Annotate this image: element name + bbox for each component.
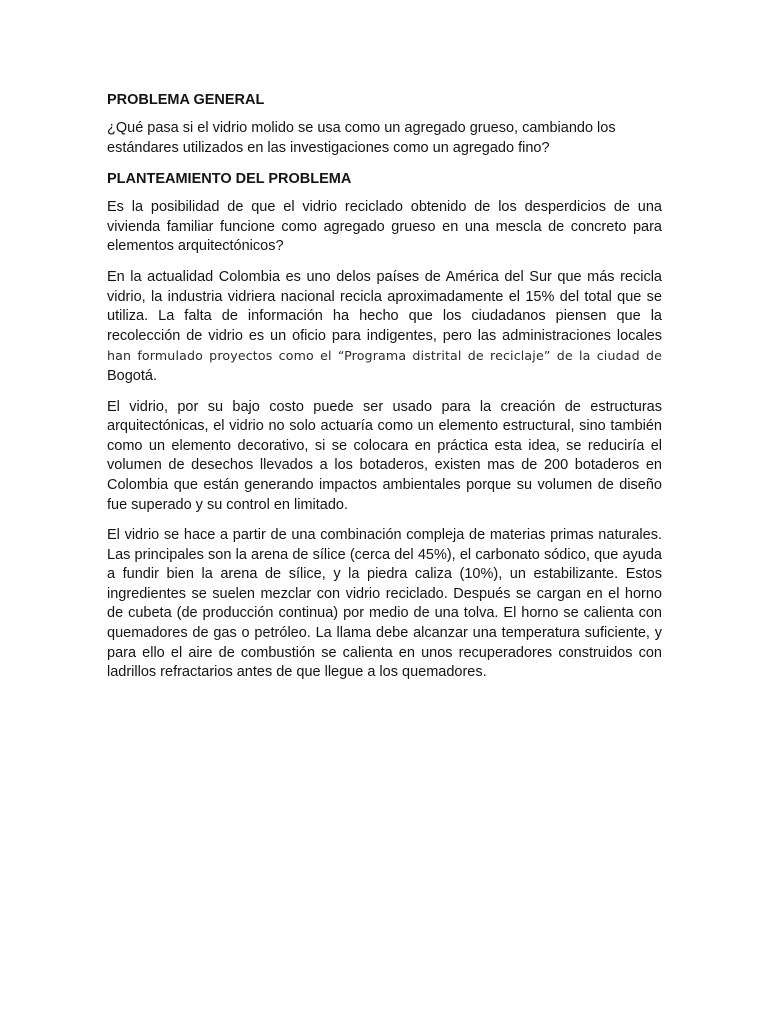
paragraph-general-question: ¿Qué pasa si el vidrio molido se usa como un agregado grueso, cambiando los estándares utilizados en las investigaciones como un agregado fino? bbox=[107, 120, 616, 156]
section-heading-planteamiento: PLANTEAMIENTO DEL PROBLEMA bbox=[107, 171, 352, 188]
section-heading-problema-general: PROBLEMA GENERAL bbox=[107, 92, 265, 108]
document-page bbox=[107, 90, 662, 694]
paragraph-glass-production: El vidrio se hace a partir de una combinación compleja de materias primas naturales. Las principales son la arena de sílice (cerca del 45%), el carbonato sódico, que ayuda a fundir bien la arena de sílice, y la piedra caliza (10%), un estabilizante. Estos ingredientes se suelen mezclar con vidrio reciclado. Después se cargan en el horno de cubeta (de producción continua) por medio de una tolva. El horno se calienta con quemadores de gas o petróleo. La llama debe alcanzar una temperatura suficiente, y para ello el aire de combustión se calienta en unos recuperadores construidos con ladrillos refractarios antes de que llegue a los quemadores. bbox=[107, 527, 662, 681]
paragraph-possibility: Es la posibilidad de que el vidrio reciclado obtenido de los desperdicios de una vivienda familiar funcione como agregado grueso en una mescla de concreto para elementos arquitectónicos? bbox=[107, 199, 662, 255]
paragraph-colombia-part3: Bogotá. bbox=[107, 367, 157, 384]
paragraph-colombia-part1: En la actualidad Colombia es uno delos países de América del Sur que más recicla vidrio, la industria vidriera nacional recicla aproximadamente el 15% del total que se utiliza. La falta de información ha hecho que los ciudadanos piensen que la recolección de vidrio es un oficio para indigentes, pero las administraciones locales bbox=[107, 268, 662, 344]
paragraph-glass-uses: El vidrio, por su bajo costo puede ser usado para la creación de estructuras arquitectónicas, el vidrio no solo actuaría como un elemento estructural, sino también como un elemento decorativo, si se colocara en práctica esta idea, se reduciría el volumen de desechos llevados a los botaderos, existen mas de 200 botaderos en Colombia que están generando impactos ambientales porque su volumen de diseño fue superado y su control en limitado. bbox=[107, 398, 662, 513]
paragraph-colombia-part2: han formulado proyectos como el “Programa distrital de reciclaje” de la ciudad de bbox=[107, 348, 662, 364]
paragraph-colombia-recycling bbox=[107, 268, 662, 387]
